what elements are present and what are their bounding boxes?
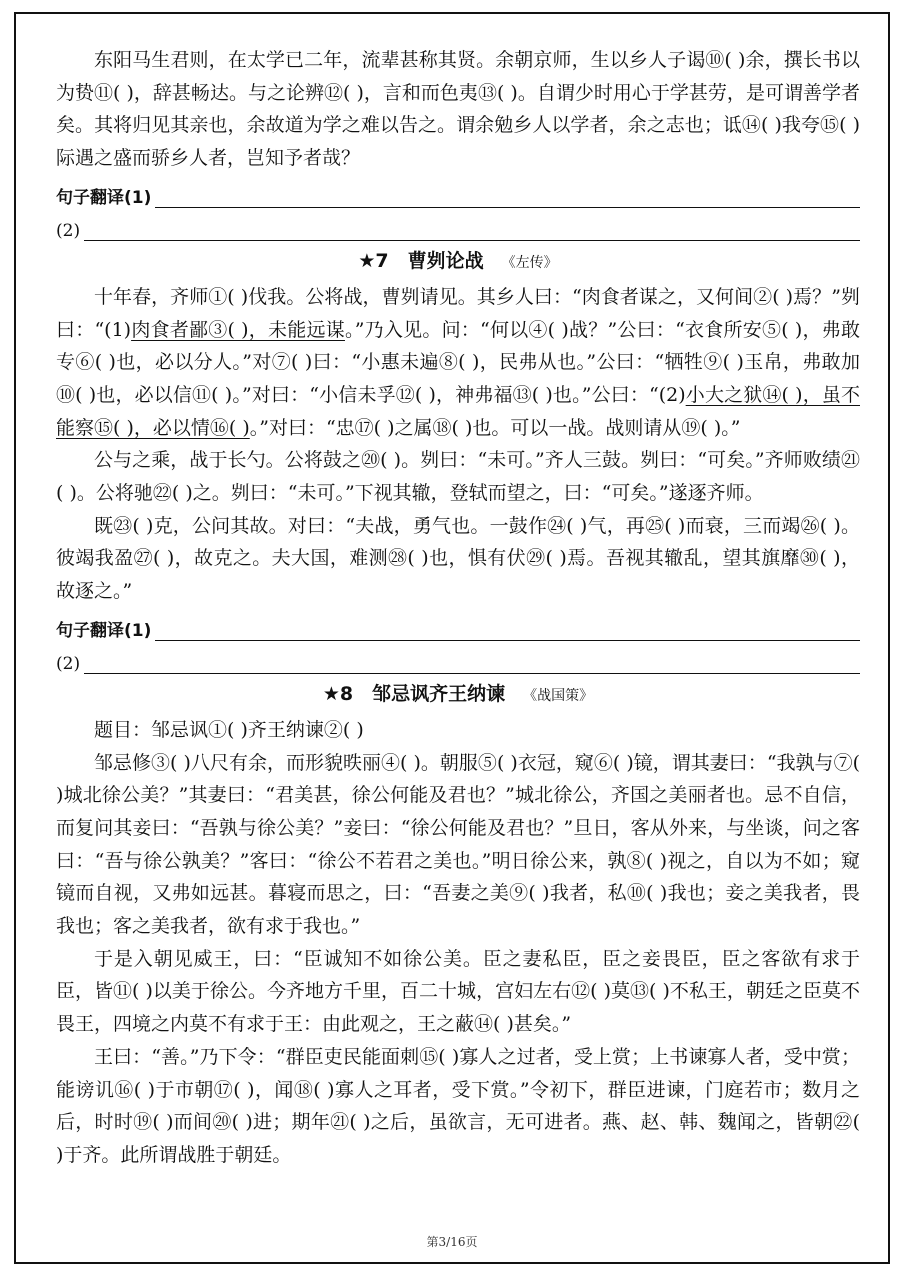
section-source: 《战国策》 [523, 687, 594, 704]
answer-rule[interactable] [84, 651, 860, 674]
section-7-paragraph-1 [56, 281, 860, 445]
answer-rule[interactable] [155, 185, 860, 208]
section-7-paragraph-3: 既㉓( )克，公问其故。对曰：“夫战，勇气也。一鼓作㉔( )气，再㉕( )而衰，三而竭㉖( )。彼竭我盈㉗( )，故克之。夫大国，难测㉘( )也，惧有伏㉙( )焉。吾视其辙乱，望其旗靡㉚( )，故逐之。” [56, 514, 860, 603]
translation-line-2[interactable] [56, 208, 860, 241]
section-title-text: ★8 邹忌讽齐王纳谏 [322, 682, 506, 705]
section-8-heading-line: 题目：邹忌讽①( )齐王纳谏②( ) [94, 718, 364, 741]
section-8-paragraph-3: 王曰：“善。”乃下令：“群臣吏民能面刺⑮( )寡人之过者，受上赏；上书谏寡人者，受中赏；能谤讥⑯( )于市朝⑰( )，闻⑱( )寡人之耳者，受下赏。”令初下，群臣进谏，门庭若市；数月之后，时时⑲( )而间⑳( )进；期年㉑( )之后，虽欲言，无可进者。燕、赵、韩、魏闻之，皆朝㉒( )于齐。此所谓战胜于朝廷。 [56, 1045, 860, 1166]
translation-line-2[interactable] [56, 641, 860, 674]
translation-label: (2) [56, 653, 81, 674]
translation-line-1[interactable] [56, 175, 860, 208]
page-number: 第3/16页 [426, 1235, 478, 1249]
text-run: 。”对曰：“忠⑰( )之属⑱( )也。可以一战。战则请从⑲( )。” [249, 416, 741, 439]
section-title-text: ★7 曹刿论战 [358, 249, 484, 272]
section-7-title [56, 241, 860, 281]
translation-line-1[interactable] [56, 608, 860, 641]
section-8-paragraph-1: 邹忌修③( )八尺有余，而形貌昳丽④( )。朝服⑤( )衣冠，窥⑥( )镜，谓其妻曰：“我孰与⑦( )城北徐公美？”其妻曰：“君美甚，徐公何能及君也？”城北徐公，齐国之美丽者也。忌不自信，而复问其妾曰：“吾孰与徐公美？”妾曰：“徐公何能及君也？”旦日，客从外来，与坐谈，问之客曰：“吾与徐公孰美？”客曰：“徐公不若君之美也。”明日徐公来，孰⑧( )视之，自以为不如；窥镜而自视，又弗如远甚。暮寝而思之，曰：“吾妻之美⑨( )我者，私⑩( )我也；妾之美我者，畏我也；客之美我者，欲有求于我也。” [56, 751, 860, 938]
translation-label: 句子翻译(1) [56, 187, 152, 208]
text-run: 。”乃入见。问：“何以④( )战？”公曰：“衣食所安⑤( )，弗敢专⑥( )也，必以分人。”对⑦( )曰：“小惠未遍⑧( )，民弗从也。”公曰：“牺牲⑨( )玉帛，弗敢加⑩( )也，必以信⑪( )。”对曰：“小信未孚⑫( )，神弗福⑬( )也。”公曰：“(2) [56, 318, 860, 406]
section-7-paragraph-2: 公与之乘，战于长勺。公将鼓之⑳( )。刿曰：“未可。”齐人三鼓。刿曰：“可矣。”齐师败绩㉑( )。公将驰㉒( )之。刿曰：“未可。”下视其辙，登轼而望之，曰：“可矣。”遂逐齐师。 [56, 449, 860, 505]
underlined-sentence-2: 小大之狱⑭( )，虽不能察⑮( )，必以情⑯( ) [56, 383, 860, 439]
section-source: 《左传》 [501, 254, 558, 271]
worksheet-page [14, 12, 890, 1264]
underlined-sentence-1: 肉食者鄙③( )，未能远谋 [131, 318, 345, 341]
translation-label: 句子翻译(1) [56, 620, 152, 641]
answer-rule[interactable] [155, 618, 860, 641]
passage-6-paragraph: 东阳马生君则，在太学已二年，流辈甚称其贤。余朝京师，生以乡人子谒⑩( )余，撰长书以为贽⑪( )，辞甚畅达。与之论辨⑫( )，言和而色夷⑬( )。自谓少时用心于学甚劳，是可谓善学者矣。其将归见其亲也，余故道为学之难以告之。谓余勉乡人以学者，余之志也；诋⑭( )我夸⑮( )际遇之盛而骄乡人者，岂知予者哉？ [56, 49, 860, 170]
section-8-paragraph-2: 于是入朝见威王，曰：“臣诚知不如徐公美。臣之妻私臣，臣之妾畏臣，臣之客欲有求于臣，皆⑪( )以美于徐公。今齐地方千里，百二十城，宫妇左右⑫( )莫⑬( )不私王，朝廷之臣莫不畏王，四境之内莫不有求于王：由此观之，王之蔽⑭( )甚矣。” [56, 947, 860, 1036]
worksheet-content [56, 44, 860, 1172]
answer-rule[interactable] [84, 218, 860, 241]
section-8-title [56, 674, 860, 714]
translation-label: (2) [56, 220, 81, 241]
text-run: 十年春，齐师①( )伐我。公将战，曹刿请见。其乡人曰：“肉食者谋之，又何间②( )焉？”刿曰：“(1) [56, 285, 860, 341]
